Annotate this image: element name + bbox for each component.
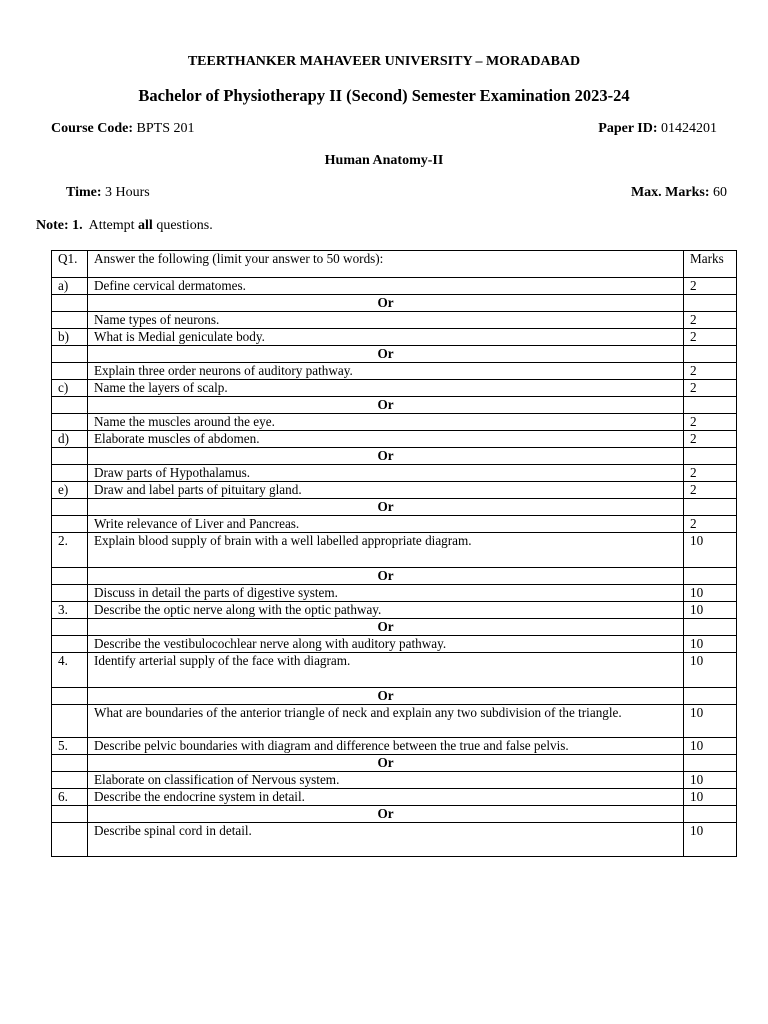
question-marks: 10 [684, 705, 737, 738]
question-marks [684, 755, 737, 772]
question-number: 3. [52, 602, 88, 619]
question-text: Define cervical dermatomes. [88, 278, 684, 295]
question-marks [684, 619, 737, 636]
question-marks: 2 [684, 312, 737, 329]
question-marks: 10 [684, 602, 737, 619]
question-number [52, 755, 88, 772]
question-row [52, 380, 737, 397]
course-code-value: BPTS 201 [136, 121, 195, 136]
question-marks: 2 [684, 482, 737, 499]
question-row [52, 251, 737, 278]
paper-id-value: 01424201 [661, 121, 717, 136]
question-number [52, 705, 88, 738]
question-marks: 2 [684, 278, 737, 295]
question-row [52, 363, 737, 380]
question-row [52, 772, 737, 789]
question-marks: Marks [684, 251, 737, 278]
or-row [52, 295, 737, 312]
question-number [52, 772, 88, 789]
course-code-label: Course Code: [51, 121, 134, 136]
question-number [52, 397, 88, 414]
question-text: Elaborate muscles of abdomen. [88, 431, 684, 448]
note-text-post: questions. [152, 218, 213, 233]
question-text: Describe the optic nerve along with the optic pathway. [88, 602, 684, 619]
question-text: Or [88, 688, 684, 705]
question-marks: 2 [684, 465, 737, 482]
question-row [52, 823, 737, 857]
or-row [52, 619, 737, 636]
question-text: Or [88, 448, 684, 465]
question-marks: 10 [684, 636, 737, 653]
question-text: Or [88, 806, 684, 823]
exam-title: Bachelor of Physiotherapy II (Second) Semester Examination 2023-24 [138, 86, 630, 105]
question-row [52, 465, 737, 482]
question-number [52, 465, 88, 482]
question-row [52, 602, 737, 619]
question-text: Explain blood supply of brain with a well labelled appropriate diagram. [88, 533, 684, 568]
question-number [52, 823, 88, 857]
question-table [51, 250, 737, 857]
question-text: Write relevance of Liver and Pancreas. [88, 516, 684, 533]
max-marks [631, 185, 727, 201]
question-row [52, 653, 737, 688]
question-marks: 2 [684, 431, 737, 448]
question-number: Q1. [52, 251, 88, 278]
question-text: Describe spinal cord in detail. [88, 823, 684, 857]
question-number [52, 346, 88, 363]
question-text: What is Medial geniculate body. [88, 329, 684, 346]
question-number: b) [52, 329, 88, 346]
note [36, 218, 213, 234]
question-text: Name the muscles around the eye. [88, 414, 684, 431]
question-number [52, 312, 88, 329]
question-text: Or [88, 619, 684, 636]
paper-id [598, 121, 717, 137]
paper-id-label: Paper ID: [598, 121, 658, 136]
question-row [52, 482, 737, 499]
question-number [52, 448, 88, 465]
question-number: 6. [52, 789, 88, 806]
question-row [52, 329, 737, 346]
question-marks: 10 [684, 533, 737, 568]
question-number [52, 619, 88, 636]
question-marks [684, 568, 737, 585]
question-marks: 10 [684, 772, 737, 789]
question-marks: 10 [684, 789, 737, 806]
note-label: Note: 1. [36, 218, 83, 233]
question-text: Draw parts of Hypothalamus. [88, 465, 684, 482]
or-row [52, 806, 737, 823]
question-marks [684, 295, 737, 312]
question-text: Or [88, 499, 684, 516]
question-marks: 2 [684, 380, 737, 397]
question-text: Describe the vestibulocochlear nerve along with auditory pathway. [88, 636, 684, 653]
question-text: Identify arterial supply of the face with diagram. [88, 653, 684, 688]
question-marks: 2 [684, 516, 737, 533]
note-text-pre: Attempt [88, 218, 139, 233]
question-marks: 2 [684, 363, 737, 380]
question-row [52, 312, 737, 329]
question-number: 5. [52, 738, 88, 755]
question-row [52, 533, 737, 568]
question-marks: 2 [684, 329, 737, 346]
question-number [52, 499, 88, 516]
question-number [52, 295, 88, 312]
or-row [52, 499, 737, 516]
question-number: d) [52, 431, 88, 448]
subject-title: Human Anatomy-II [324, 153, 444, 168]
time-value: 3 Hours [105, 185, 150, 200]
question-number [52, 688, 88, 705]
question-number: 2. [52, 533, 88, 568]
question-marks: 10 [684, 585, 737, 602]
question-marks [684, 346, 737, 363]
question-text: Or [88, 568, 684, 585]
question-row [52, 789, 737, 806]
university-name: TEERTHANKER MAHAVEER UNIVERSITY – MORADABAD [187, 54, 581, 69]
or-row [52, 755, 737, 772]
note-text-bold: all [138, 218, 153, 233]
question-text: Describe pelvic boundaries with diagram and difference between the true and false pelvis. [88, 738, 684, 755]
question-marks: 2 [684, 414, 737, 431]
question-marks [684, 806, 737, 823]
question-number: a) [52, 278, 88, 295]
question-number [52, 516, 88, 533]
or-row [52, 568, 737, 585]
question-row [52, 431, 737, 448]
question-marks [684, 448, 737, 465]
question-marks [684, 688, 737, 705]
question-marks [684, 397, 737, 414]
question-row [52, 516, 737, 533]
max-marks-value: 60 [713, 185, 727, 200]
time-label: Time: [66, 185, 102, 200]
question-marks: 10 [684, 738, 737, 755]
or-row [52, 688, 737, 705]
or-row [52, 346, 737, 363]
question-number [52, 585, 88, 602]
question-number: e) [52, 482, 88, 499]
question-text: Elaborate on classification of Nervous system. [88, 772, 684, 789]
question-number [52, 414, 88, 431]
question-number [52, 636, 88, 653]
question-number: 4. [52, 653, 88, 688]
question-row [52, 278, 737, 295]
question-number [52, 806, 88, 823]
question-row [52, 738, 737, 755]
question-text: Or [88, 295, 684, 312]
question-marks: 10 [684, 823, 737, 857]
question-number: c) [52, 380, 88, 397]
question-text: Explain three order neurons of auditory pathway. [88, 363, 684, 380]
or-row [52, 397, 737, 414]
or-row [52, 448, 737, 465]
question-text: Name types of neurons. [88, 312, 684, 329]
question-row [52, 705, 737, 738]
question-number [52, 363, 88, 380]
question-row [52, 585, 737, 602]
course-code [51, 121, 195, 137]
question-text: Describe the endocrine system in detail. [88, 789, 684, 806]
question-row [52, 636, 737, 653]
exam-time [66, 185, 150, 201]
question-marks [684, 499, 737, 516]
question-row [52, 414, 737, 431]
question-marks: 10 [684, 653, 737, 688]
question-number [52, 568, 88, 585]
question-text: Discuss in detail the parts of digestive system. [88, 585, 684, 602]
question-text: Answer the following (limit your answer to 50 words): [88, 251, 684, 278]
max-marks-label: Max. Marks: [630, 185, 710, 200]
question-text: Draw and label parts of pituitary gland. [88, 482, 684, 499]
question-text: Or [88, 397, 684, 414]
question-text: Or [88, 755, 684, 772]
question-text: Or [88, 346, 684, 363]
question-text: Name the layers of scalp. [88, 380, 684, 397]
question-text: What are boundaries of the anterior triangle of neck and explain any two subdivision of the triangle. [88, 705, 684, 738]
